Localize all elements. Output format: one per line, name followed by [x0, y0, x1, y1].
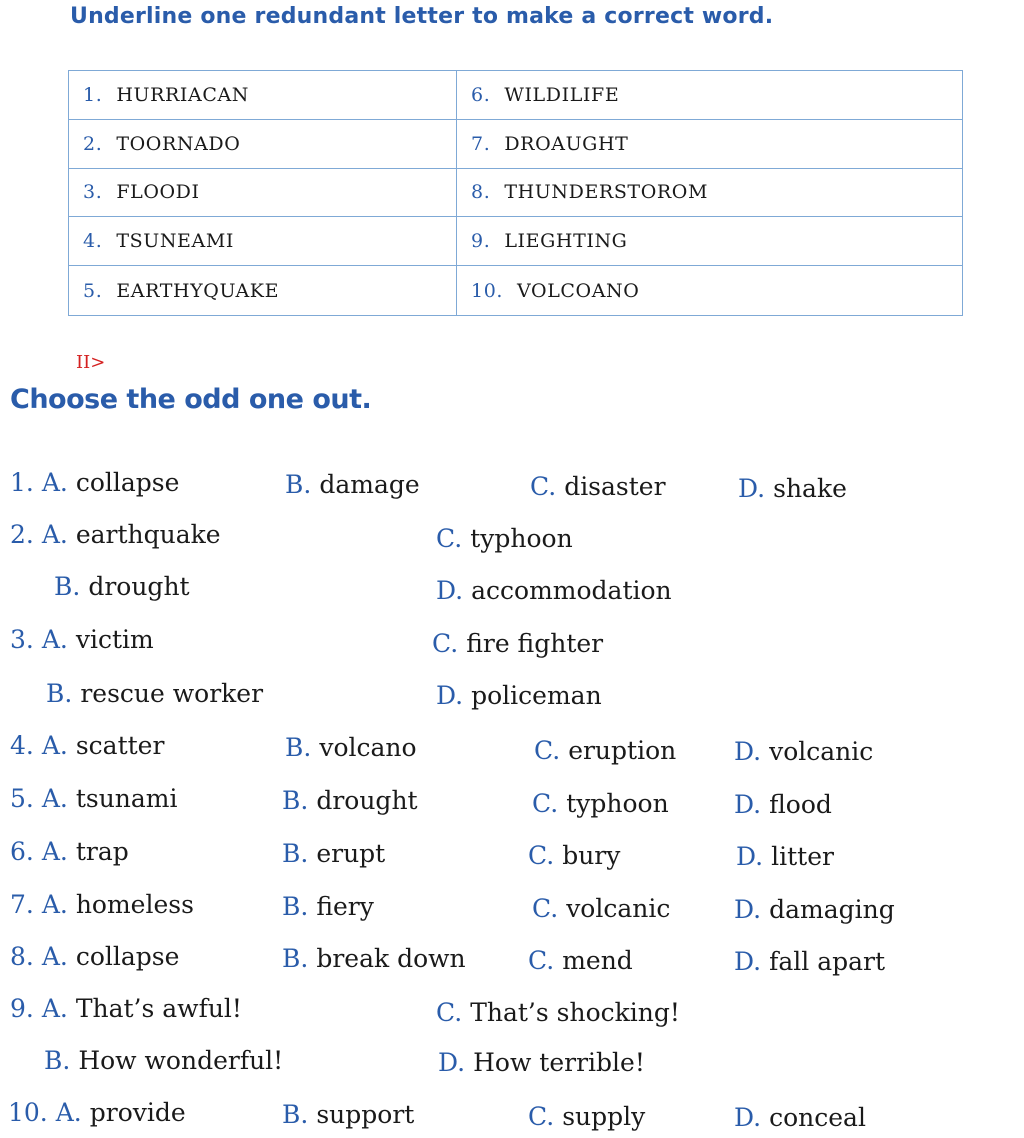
question-number: 9.	[10, 994, 34, 1023]
word-cell	[69, 169, 457, 218]
option-text: drought	[88, 572, 190, 601]
word-number: 9.	[471, 230, 491, 253]
word-number: 2.	[83, 132, 103, 155]
option-text: damage	[319, 470, 420, 499]
option-letter: D.	[734, 737, 762, 766]
option-text: bury	[562, 841, 621, 870]
q7-option-b	[282, 892, 374, 921]
option-letter: A.	[41, 837, 68, 866]
word-text: LIEGHTING	[504, 230, 628, 253]
q8-option-d	[734, 947, 885, 976]
option-text: fall apart	[769, 947, 886, 976]
q4-option-d	[734, 737, 873, 766]
option-text: That’s shocking!	[470, 998, 680, 1027]
q2-option-d	[436, 576, 672, 605]
option-letter: A.	[41, 890, 68, 919]
q1-option-a	[10, 468, 179, 497]
option-letter: B.	[54, 572, 81, 601]
option-text: rescue worker	[80, 679, 264, 708]
option-letter: D.	[734, 895, 762, 924]
option-letter: C.	[436, 998, 463, 1027]
option-text: fire fighter	[466, 629, 604, 658]
option-text: trap	[75, 837, 129, 866]
exercise-2-heading: Choose the odd one out.	[10, 384, 372, 415]
option-letter: A.	[41, 625, 68, 654]
word-number: 10.	[471, 279, 504, 302]
option-text: volcanic	[769, 737, 874, 766]
q9-option-d	[438, 1048, 645, 1077]
q9-option-c	[436, 998, 680, 1027]
option-text: earthquake	[75, 520, 221, 549]
option-letter: D.	[436, 576, 464, 605]
option-text: conceal	[769, 1103, 866, 1132]
q2-option-a	[10, 520, 221, 549]
q5-option-b	[282, 786, 418, 815]
word-cell	[457, 217, 962, 266]
option-letter: C.	[532, 894, 559, 923]
option-text: collapse	[75, 468, 180, 497]
option-letter: D.	[738, 474, 766, 503]
option-letter: D.	[734, 790, 762, 819]
option-text: victim	[75, 625, 154, 654]
option-text: That’s awful!	[75, 994, 242, 1023]
q10-option-d	[734, 1103, 866, 1132]
option-text: erupt	[316, 839, 386, 868]
word-cell	[69, 71, 457, 120]
option-letter: B.	[285, 733, 312, 762]
option-letter: B.	[282, 1100, 309, 1129]
option-letter: B.	[282, 839, 309, 868]
option-letter: D.	[734, 947, 762, 976]
q3-option-a	[10, 625, 154, 654]
option-text: eruption	[568, 736, 677, 765]
q6-option-c	[528, 841, 620, 870]
option-letter: A.	[41, 784, 68, 813]
word-number: 7.	[471, 132, 491, 155]
q7-option-c	[532, 894, 670, 923]
q9-option-a	[10, 994, 242, 1023]
option-text: flood	[769, 790, 832, 819]
q8-option-a	[10, 942, 179, 971]
option-text: fiery	[316, 892, 374, 921]
q1-option-b	[285, 470, 420, 499]
q6-option-a	[10, 837, 129, 866]
option-letter: D.	[438, 1048, 466, 1077]
option-text: supply	[562, 1102, 646, 1131]
option-letter: C.	[534, 736, 561, 765]
option-text: typhoon	[566, 789, 669, 818]
question-number: 1.	[10, 468, 34, 497]
option-text: How terrible!	[473, 1048, 645, 1077]
word-text: VOLCOANO	[517, 279, 640, 302]
q10-option-b	[282, 1100, 414, 1129]
option-text: damaging	[769, 895, 895, 924]
word-cell	[457, 71, 962, 120]
question-number: 4.	[10, 731, 34, 760]
word-number: 8.	[471, 181, 491, 204]
option-text: break down	[316, 944, 466, 973]
q8-option-b	[282, 944, 466, 973]
q7-option-a	[10, 890, 194, 919]
question-number: 5.	[10, 784, 34, 813]
option-letter: A.	[41, 468, 68, 497]
option-text: volcanic	[566, 894, 671, 923]
option-letter: B.	[285, 470, 312, 499]
word-text: WILDILIFE	[504, 83, 620, 106]
q7-option-d	[734, 895, 895, 924]
word-cell	[69, 217, 457, 266]
word-number: 3.	[83, 181, 103, 204]
option-letter: A.	[41, 731, 68, 760]
option-text: support	[316, 1100, 415, 1129]
q4-option-a	[10, 731, 164, 760]
question-number: 2.	[10, 520, 34, 549]
option-text: mend	[562, 946, 633, 975]
option-text: typhoon	[470, 524, 573, 553]
q3-option-d	[436, 681, 602, 710]
q8-option-c	[528, 946, 633, 975]
option-letter: C.	[528, 946, 555, 975]
q3-option-b	[46, 679, 263, 708]
option-letter: B.	[44, 1046, 71, 1075]
word-text: HURRIACAN	[116, 83, 250, 106]
option-letter: D.	[734, 1103, 762, 1132]
option-letter: A.	[41, 520, 68, 549]
question-number: 6.	[10, 837, 34, 866]
q3-option-c	[432, 629, 603, 658]
option-letter: C.	[432, 629, 459, 658]
option-text: disaster	[564, 472, 666, 501]
exercise-1-heading: Underline one redundant letter to make a correct word.	[70, 4, 774, 29]
option-letter: A.	[41, 994, 68, 1023]
option-letter: B.	[282, 944, 309, 973]
q1-option-c	[530, 472, 666, 501]
word-cell	[69, 120, 457, 169]
q4-option-c	[534, 736, 676, 765]
option-text: collapse	[75, 942, 180, 971]
word-table	[68, 70, 963, 316]
q5-option-d	[734, 790, 832, 819]
option-text: provide	[89, 1098, 186, 1127]
word-number: 6.	[471, 83, 491, 106]
option-letter: C.	[528, 1102, 555, 1131]
option-text: scatter	[75, 731, 165, 760]
option-text: accommodation	[471, 576, 672, 605]
option-letter: A.	[55, 1098, 82, 1127]
option-letter: D.	[436, 681, 464, 710]
q5-option-c	[532, 789, 669, 818]
option-text: homeless	[75, 890, 194, 919]
option-text: policeman	[471, 681, 602, 710]
word-cell	[69, 266, 457, 315]
option-text: shake	[773, 474, 847, 503]
q6-option-b	[282, 839, 385, 868]
option-text: How wonderful!	[78, 1046, 284, 1075]
question-number: 7.	[10, 890, 34, 919]
word-number: 4.	[83, 230, 103, 253]
q10-option-a	[8, 1098, 186, 1127]
q9-option-b	[44, 1046, 283, 1075]
option-text: volcano	[319, 733, 417, 762]
word-cell	[457, 120, 962, 169]
question-number: 8.	[10, 942, 34, 971]
word-cell	[457, 169, 962, 218]
word-text: THUNDERSTOROM	[504, 181, 709, 204]
word-text: DROAUGHT	[504, 132, 629, 155]
option-letter: B.	[282, 892, 309, 921]
section-number: II>	[76, 352, 106, 373]
option-letter: B.	[46, 679, 73, 708]
q4-option-b	[285, 733, 417, 762]
q2-option-b	[54, 572, 190, 601]
option-text: drought	[316, 786, 418, 815]
q10-option-c	[528, 1102, 645, 1131]
option-letter: C.	[532, 789, 559, 818]
word-number: 5.	[83, 279, 103, 302]
word-cell	[457, 266, 962, 315]
question-number: 3.	[10, 625, 34, 654]
word-text: FLOODI	[116, 181, 200, 204]
option-letter: C.	[436, 524, 463, 553]
option-text: tsunami	[75, 784, 178, 813]
option-letter: D.	[736, 842, 764, 871]
q6-option-d	[736, 842, 834, 871]
word-text: TOORNADO	[116, 132, 241, 155]
question-number: 10.	[8, 1098, 48, 1127]
q5-option-a	[10, 784, 178, 813]
q1-option-d	[738, 474, 847, 503]
word-text: TSUNEAMI	[116, 230, 235, 253]
option-letter: B.	[282, 786, 309, 815]
option-letter: A.	[41, 942, 68, 971]
option-letter: C.	[528, 841, 555, 870]
option-text: litter	[771, 842, 834, 871]
q2-option-c	[436, 524, 573, 553]
word-text: EARTHYQUAKE	[116, 279, 280, 302]
word-number: 1.	[83, 83, 103, 106]
option-letter: C.	[530, 472, 557, 501]
